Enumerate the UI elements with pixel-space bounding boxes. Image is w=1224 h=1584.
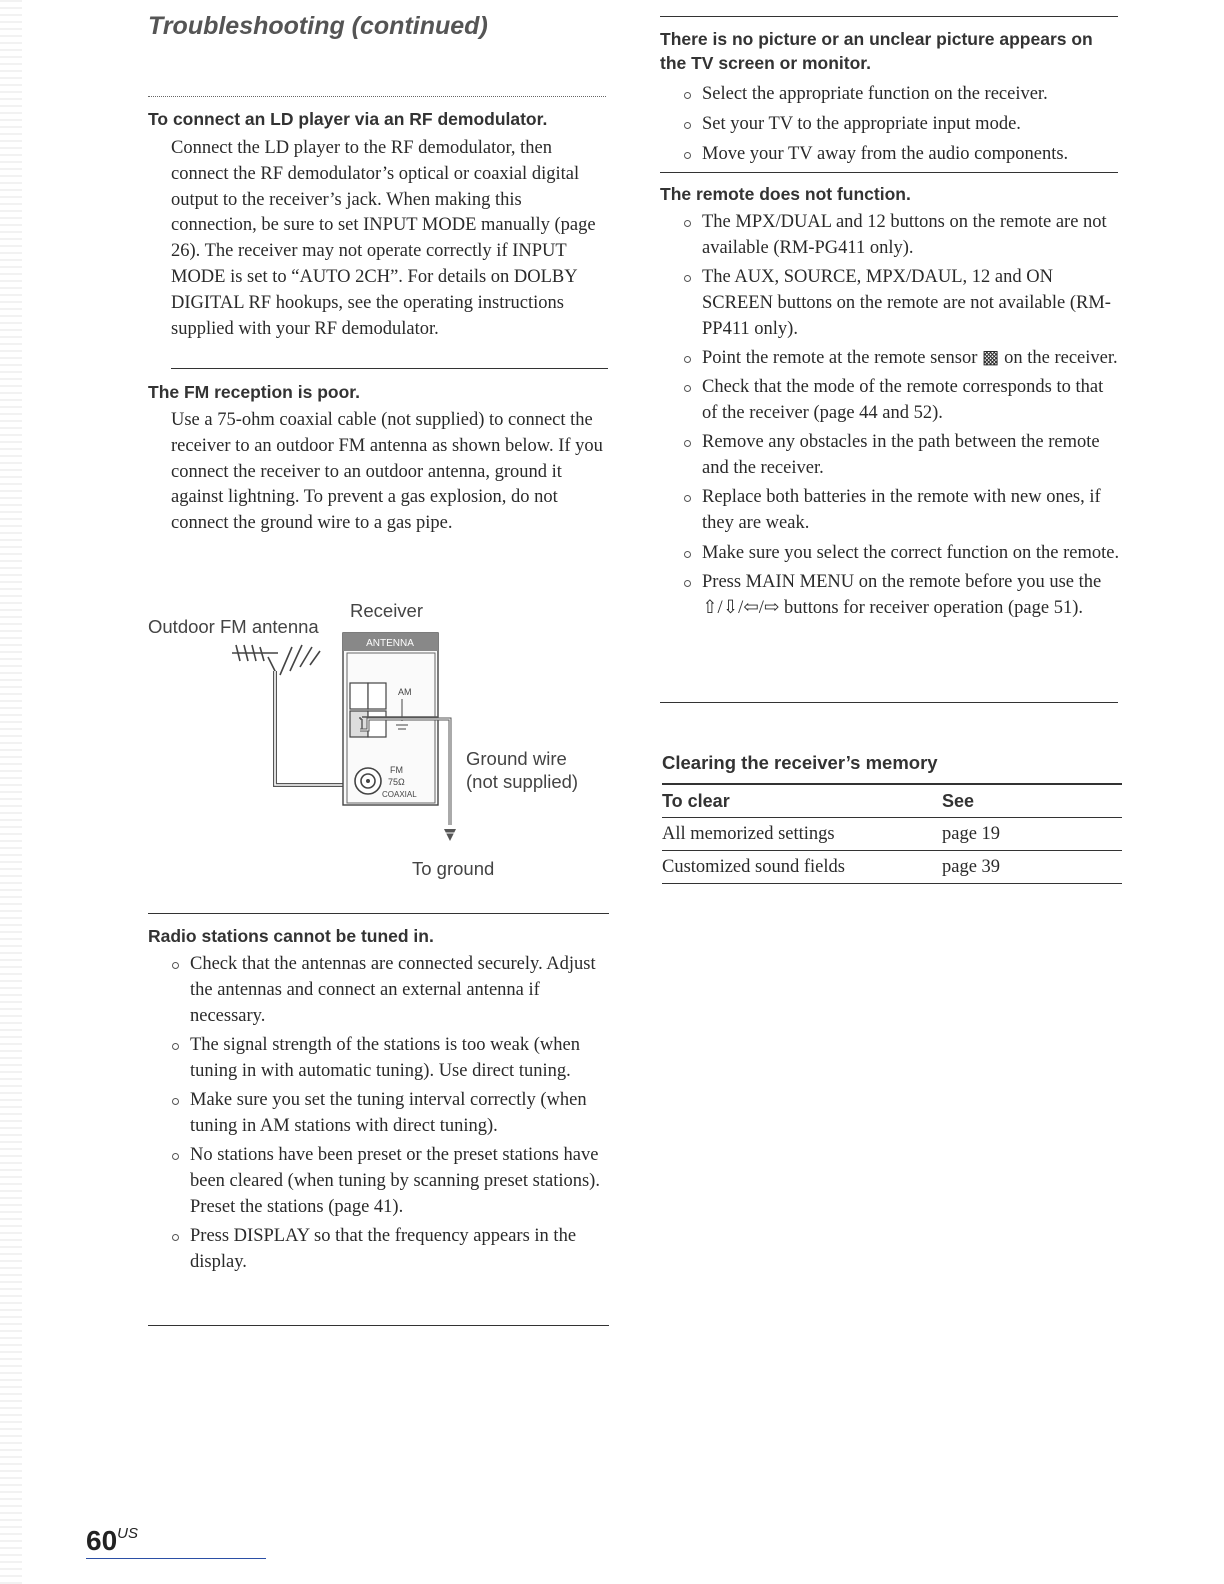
coaxial-cable bbox=[275, 671, 345, 785]
fm-reception-heading: The FM reception is poor. bbox=[148, 382, 360, 402]
list-item: Check that the mode of the remote corresponds to that of the receiver (page 44 and 52). bbox=[682, 375, 1122, 427]
page-number bbox=[86, 1525, 138, 1557]
list-item: The MPX/DUAL and 12 buttons on the remote are not available (RM-PG411 only). bbox=[682, 210, 1122, 262]
binding-edge bbox=[0, 0, 22, 1584]
table-cell: Customized sound fields bbox=[662, 851, 942, 884]
fm-antenna-diagram bbox=[220, 625, 470, 850]
fm-reception-body: Use a 75-ohm coaxial cable (not supplied) to connect the receiver to an outdoor FM antenna as shown below. If you connect the receiver to an outdoor antenna, ground it against lightning. To prevent a gas explosion, do not connect the ground wire to a gas pipe. bbox=[171, 410, 603, 534]
memory-heading: Clearing the receiver’s memory bbox=[662, 752, 938, 773]
remote-heading: The remote does not function. bbox=[660, 184, 911, 204]
list-item: Remove any obstacles in the path between the remote and the receiver. bbox=[682, 430, 1122, 482]
to-ground-label: To ground bbox=[412, 858, 495, 879]
list-item: Check that the antennas are connected securely. Adjust the antennas and connect an external antenna if necessary. bbox=[170, 952, 608, 1029]
table-cell: All memorized settings bbox=[662, 818, 942, 851]
antenna-label: Outdoor FM antenna bbox=[148, 616, 319, 637]
list-item: Replace both batteries in the remote with new ones, if they are weak. bbox=[682, 485, 1122, 537]
list-item: Point the remote at the remote sensor ▩ on the receiver. bbox=[682, 346, 1122, 372]
picture-list bbox=[682, 82, 1122, 171]
radio-list bbox=[170, 952, 608, 1279]
radio-heading: Radio stations cannot be tuned in. bbox=[148, 926, 434, 946]
receiver-label: Receiver bbox=[350, 600, 423, 621]
page-number-value: 60 bbox=[86, 1525, 118, 1556]
page-title: Troubleshooting (continued) bbox=[148, 12, 488, 40]
list-item: Make sure you select the correct function on the remote. bbox=[682, 541, 1122, 567]
col-see: See bbox=[942, 784, 1122, 818]
antenna-panel-label: ANTENNA bbox=[366, 638, 414, 649]
ld-player-body: Connect the LD player to the RF demodulator, then connect the RF demodulator’s optical or coaxial digital output to the receiver’s jack. When making this connection, be sure to set INPUT MODE manually (page 26). The receiver may not operate correctly if INPUT MODE is set to “AUTO 2CH”. For details on DOLBY DIGITAL RF hookups, see the operating instructions supplied with your RF demodulator. bbox=[171, 138, 596, 339]
table-row bbox=[662, 851, 1122, 884]
col-to-clear: To clear bbox=[662, 784, 942, 818]
not-supplied-label: (not supplied) bbox=[466, 771, 579, 792]
table-cell: page 39 bbox=[942, 851, 1122, 884]
table-header-row bbox=[662, 784, 1122, 818]
list-item: Press MAIN MENU on the remote before you use the ⇧/⇩/⇦/⇨ buttons for receiver operation (page 51). bbox=[682, 570, 1122, 622]
ohm-label: 75Ω bbox=[388, 777, 405, 787]
memory-table bbox=[662, 783, 1122, 884]
list-item: The signal strength of the stations is too weak (when tuning in with automatic tuning). Use direct tuning. bbox=[170, 1033, 608, 1085]
table-row bbox=[662, 818, 1122, 851]
divider bbox=[660, 702, 1118, 703]
divider bbox=[148, 1325, 609, 1326]
picture-heading: There is no picture or an unclear picture appears on the TV screen or monitor. bbox=[660, 29, 1093, 73]
list-item: Press DISPLAY so that the frequency appears in the display. bbox=[170, 1224, 608, 1276]
table-cell: page 19 bbox=[942, 818, 1122, 851]
list-item: Set your TV to the appropriate input mode. bbox=[682, 112, 1122, 138]
list-item: No stations have been preset or the preset stations have been cleared (when tuning by scanning preset stations). Preset the stations (page 41). bbox=[170, 1143, 608, 1220]
list-item: The AUX, SOURCE, MPX/DAUL, 12 and ON SCREEN buttons on the remote are not available (RM-PP411 only). bbox=[682, 265, 1122, 342]
list-item: Make sure you set the tuning interval correctly (when tuning in AM stations with direct tuning). bbox=[170, 1088, 608, 1140]
fm-label: FM bbox=[390, 765, 403, 775]
am-terminal bbox=[350, 683, 368, 709]
divider bbox=[660, 172, 1118, 173]
ground-wire-label: Ground wire bbox=[466, 748, 567, 769]
footer-line bbox=[86, 1558, 266, 1559]
divider bbox=[148, 913, 609, 914]
list-item: Select the appropriate function on the receiver. bbox=[682, 82, 1122, 108]
antenna-icon bbox=[232, 645, 320, 675]
divider bbox=[660, 16, 1118, 17]
page-suffix: US bbox=[117, 1525, 138, 1542]
coaxial-label: COAXIAL bbox=[382, 790, 417, 799]
divider bbox=[171, 368, 608, 369]
divider bbox=[148, 96, 606, 97]
ground-arrow-icon bbox=[444, 829, 456, 841]
remote-list bbox=[682, 210, 1122, 625]
list-item: Move your TV away from the audio components. bbox=[682, 142, 1122, 168]
am-label: AM bbox=[398, 687, 412, 697]
ld-player-heading: To connect an LD player via an RF demodulator. bbox=[148, 109, 548, 129]
